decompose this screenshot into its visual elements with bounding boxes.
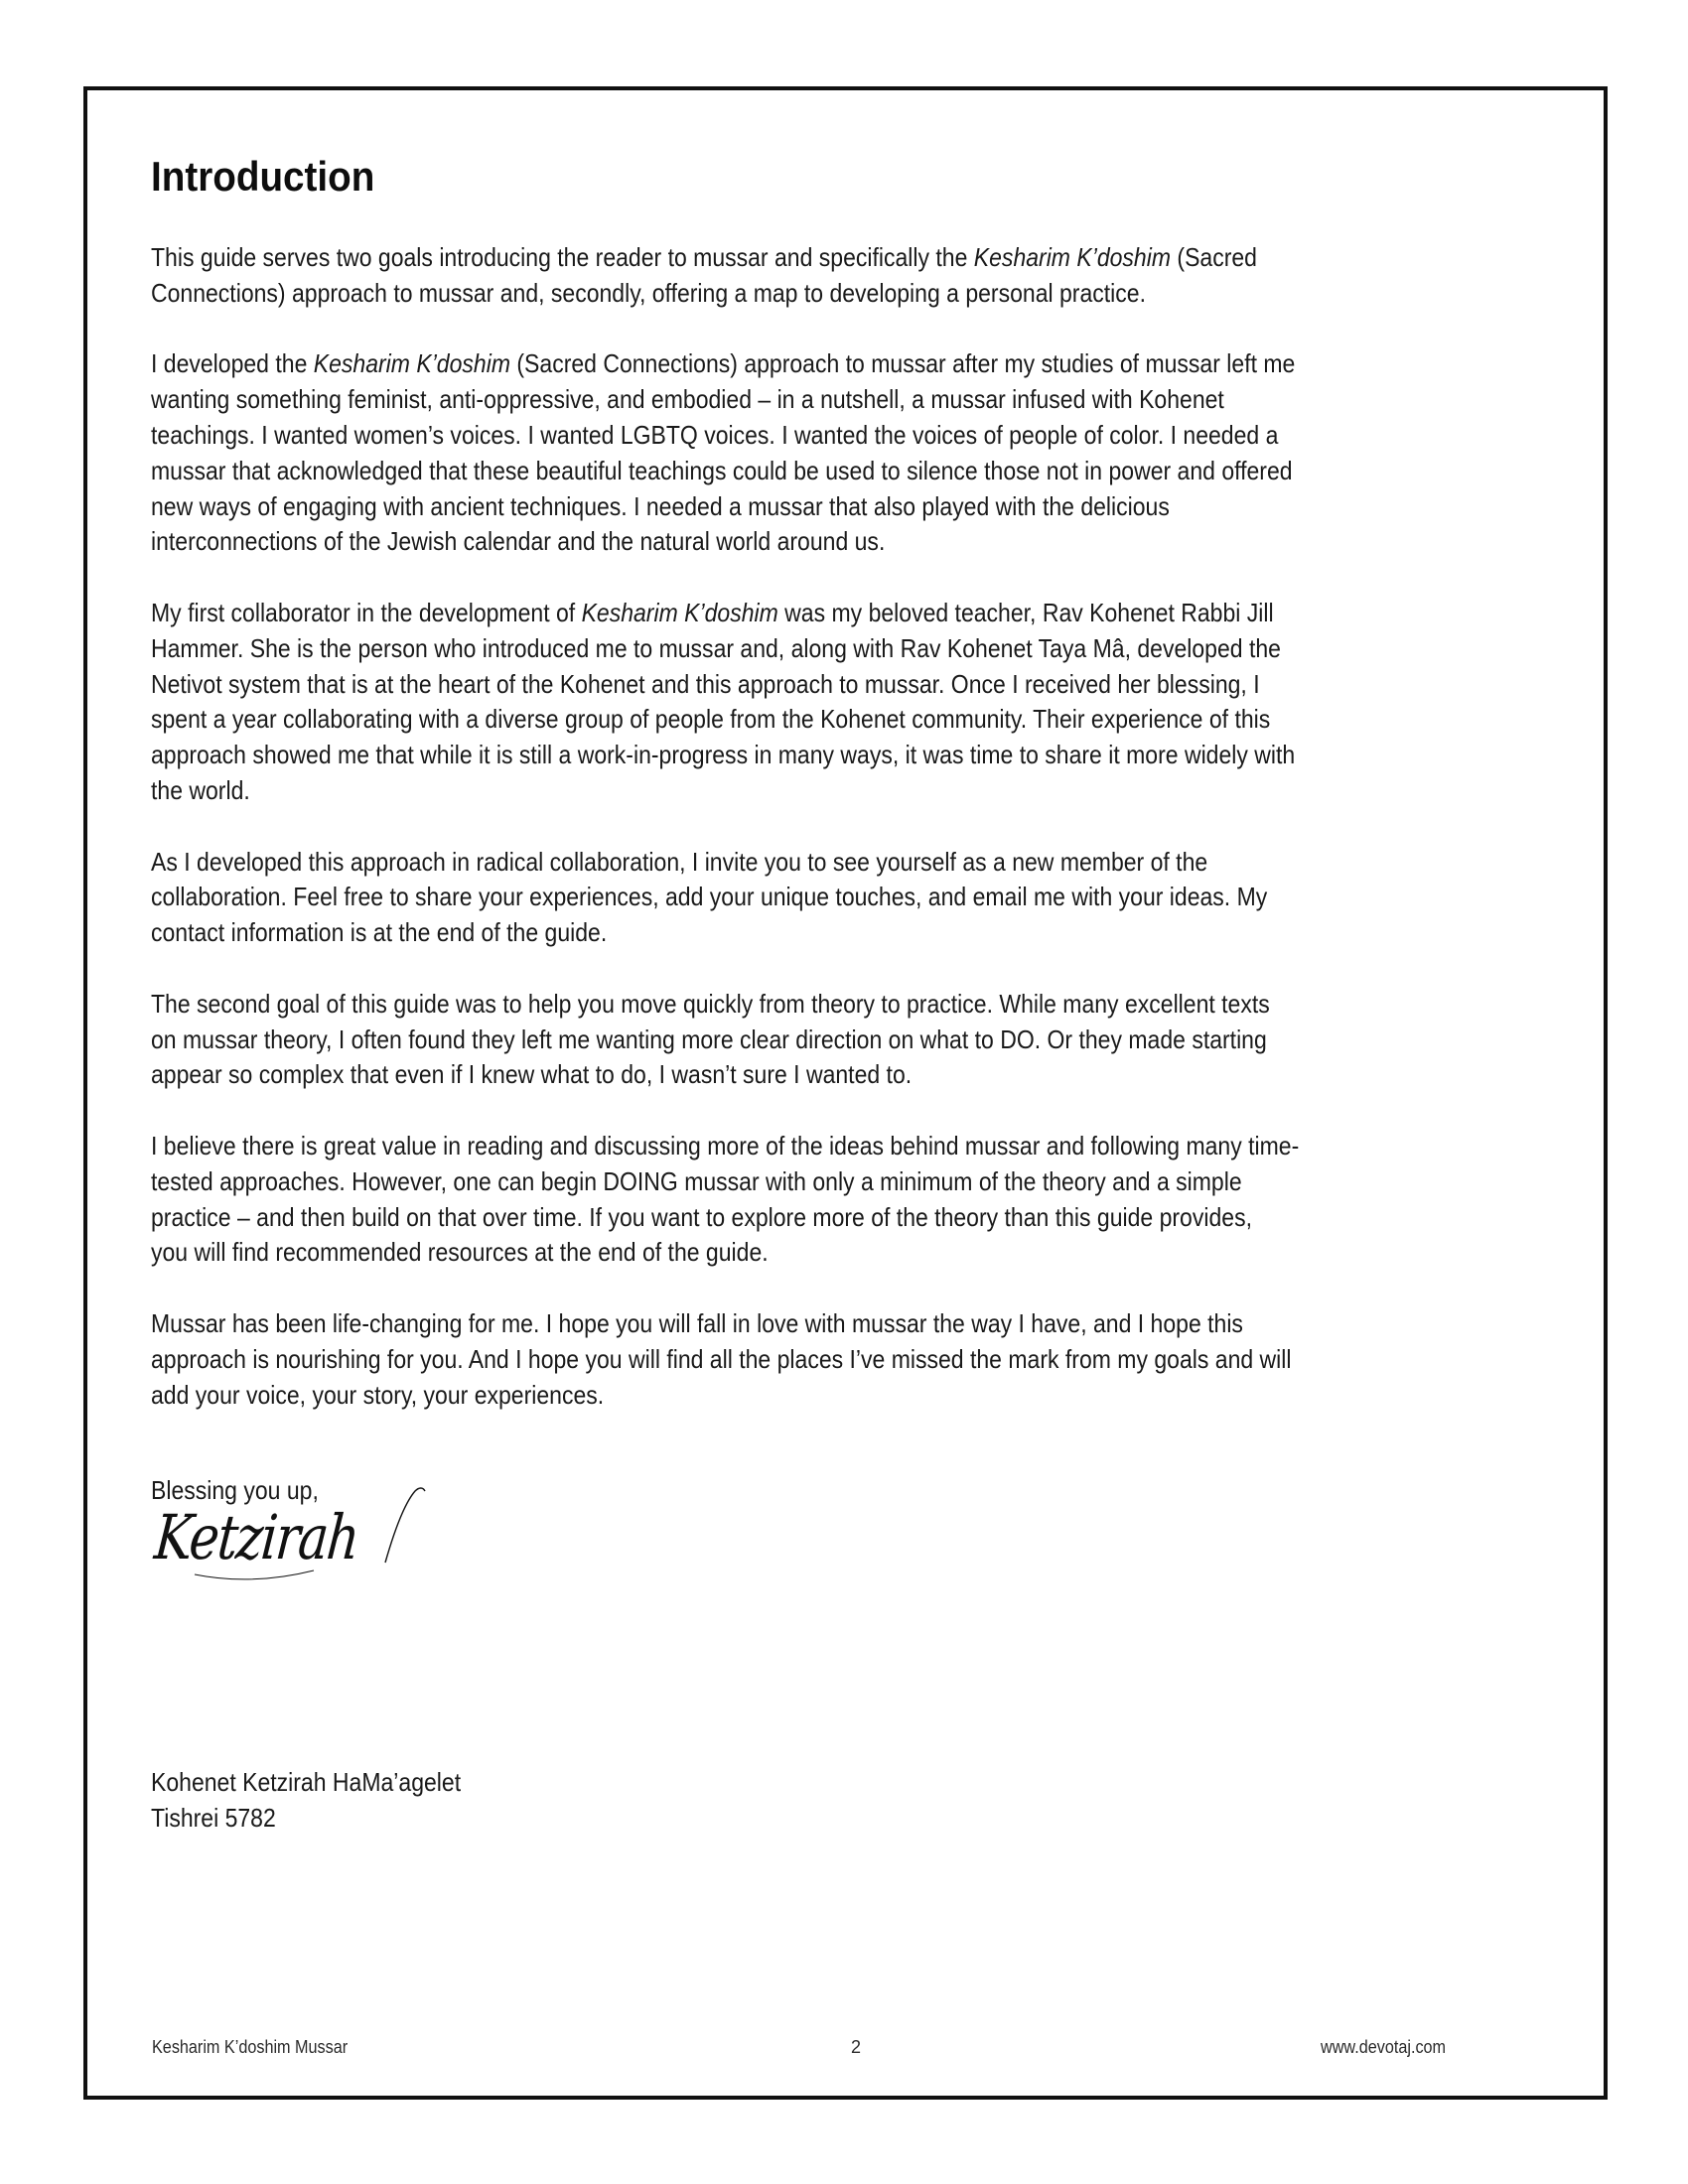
author-block	[151, 1765, 501, 1837]
paragraph	[151, 596, 1561, 809]
paragraph-line	[151, 880, 1399, 915]
text-run: approach showed me that while it is still a work-in-progress in many ways, it was time to share it more widely with	[151, 740, 1296, 770]
paragraph-line	[151, 987, 1399, 1023]
paragraph-line	[151, 489, 1399, 525]
paragraph	[151, 240, 1561, 312]
paragraph-line	[151, 1200, 1399, 1236]
footer-page-number: 2	[851, 2037, 862, 2057]
paragraph-line	[151, 418, 1399, 454]
paragraph-line	[151, 240, 1399, 276]
text-run: interconnections of the Jewish calendar and the natural world around us.	[151, 526, 886, 557]
text-run: was my beloved teacher, Rav Kohenet Rabbi Jill	[777, 597, 1274, 627]
paragraph-line	[151, 1342, 1399, 1378]
paragraph-line	[151, 1129, 1399, 1164]
text-run: appear so complex that even if I knew what to do, I wasn’t sure I wanted to.	[151, 1059, 913, 1090]
text-run: Hammer. She is the person who introduced me to mussar and, along with Rav Kohenet Taya Mâ, developed the	[151, 632, 1281, 663]
text-run: (Sacred	[1171, 242, 1257, 272]
paragraph-line	[151, 667, 1399, 703]
text-run: The second goal of this guide was to help you move quickly from theory to practice. While many excellent texts	[151, 988, 1270, 1019]
text-run: Mussar has been life-changing for me. I hope you will fall in love with mussar the way I have, and I hope this	[151, 1307, 1243, 1338]
page-title: Introduction	[151, 153, 375, 200]
paragraph-line	[151, 1057, 1399, 1093]
italic-term: Kesharim K’doshim	[973, 242, 1172, 272]
paragraph-line	[151, 773, 1399, 809]
author-name: Kohenet Ketzirah HaMa’agelet	[151, 1767, 462, 1797]
italic-term: Kesharim K’doshim	[581, 597, 778, 627]
signature	[151, 1485, 443, 1584]
date-line: Tishrei 5782	[151, 1802, 276, 1833]
paragraph-line	[151, 1306, 1399, 1342]
footer-document-title: Kesharim K’doshim Mussar	[152, 2037, 349, 2057]
text-run: teachings. I wanted women’s voices. I wanted LGBTQ voices. I wanted the voices of people of color. I needed a	[151, 419, 1279, 450]
signature-text: Ketzirah	[151, 1501, 361, 1573]
text-run: new ways of engaging with ancient techniques. I needed a mussar that also played with the delicious	[151, 490, 1170, 521]
paragraph-line	[151, 454, 1399, 489]
paragraph-line	[151, 276, 1399, 312]
text-run: I believe there is great value in reading and discussing more of the ideas behind mussar and following many time-	[151, 1130, 1300, 1160]
text-run: collaboration. Feel free to share your experiences, add your unique touches, and email me with your ideas. My	[151, 882, 1268, 912]
text-run: As I developed this approach in radical collaboration, I invite you to see yourself as a new member of the	[151, 846, 1208, 877]
paragraph-line	[151, 524, 1399, 560]
paragraph-line	[151, 1378, 1399, 1414]
paragraph-line	[151, 1164, 1399, 1200]
text-run: I developed the	[151, 348, 314, 379]
paragraph	[151, 346, 1561, 560]
text-run: add your voice, your story, your experiences.	[151, 1379, 605, 1410]
text-run: contact information is at the end of the guide.	[151, 917, 608, 948]
text-run: on mussar theory, I often found they left me wanting more clear direction on what to DO. Or they made starting	[151, 1024, 1267, 1054]
text-run: the world.	[151, 774, 250, 805]
paragraph-line	[151, 1235, 1399, 1271]
body-text	[151, 240, 1561, 1448]
text-run: This guide serves two goals introducing the reader to mussar and specifically the	[151, 242, 974, 272]
text-run: mussar that acknowledged that these beautiful teachings could be used to silence those not in power and offered	[151, 455, 1293, 485]
paragraph-line	[151, 845, 1399, 881]
text-run: tested approaches. However, one can begin DOING mussar with only a minimum of the theory and a simple	[151, 1165, 1242, 1196]
footer-website: www.devotaj.com	[1321, 2037, 1447, 2057]
closing-salutation: Blessing you up,	[151, 1475, 319, 1505]
italic-term: Kesharim K’doshim	[313, 348, 510, 379]
paragraph	[151, 1306, 1561, 1413]
paragraph	[151, 987, 1561, 1093]
paragraph	[151, 1129, 1561, 1271]
text-run: Netivot system that is at the heart of the Kohenet and this approach to mussar. Once I received her blessing, I	[151, 668, 1260, 699]
text-run: wanting something feminist, anti-oppressive, and embodied – in a nutshell, a mussar infused with Kohenet	[151, 384, 1224, 415]
text-run: My first collaborator in the development of	[151, 597, 582, 627]
text-run: practice – and then build on that over time. If you want to explore more of the theory than this guide provides,	[151, 1201, 1252, 1232]
paragraph-line	[151, 346, 1399, 382]
paragraph-line	[151, 596, 1399, 631]
paragraph-line	[151, 738, 1399, 773]
text-run: (Sacred Connections) approach to mussar after my studies of mussar left me	[509, 348, 1296, 379]
text-run: spent a year collaborating with a diverse group of people from the Kohenet community. Their experience of this	[151, 704, 1271, 735]
paragraph-line	[151, 915, 1399, 951]
paragraph-line	[151, 382, 1399, 418]
paragraph-line	[151, 702, 1399, 738]
paragraph-line	[151, 631, 1399, 667]
paragraph	[151, 845, 1561, 951]
text-run: you will find recommended resources at the end of the guide.	[151, 1237, 769, 1268]
text-run: approach is nourishing for you. And I hope you will find all the places I’ve missed the mark from my goals and will	[151, 1343, 1292, 1374]
paragraph-line	[151, 1023, 1399, 1058]
text-run: Connections) approach to mussar and, secondly, offering a map to developing a personal practice.	[151, 277, 1146, 308]
